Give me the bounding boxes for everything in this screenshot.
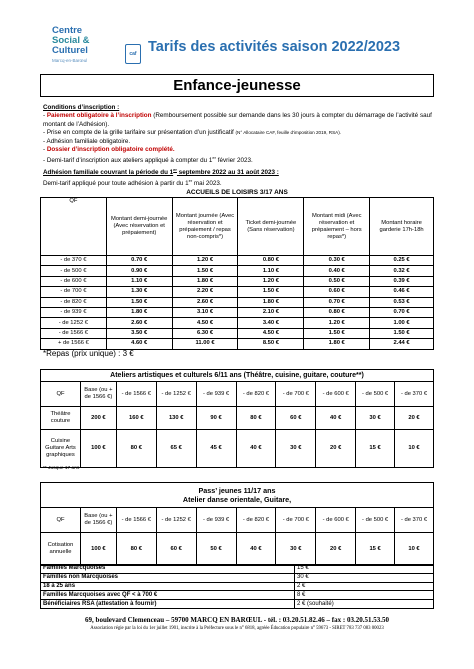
- price-cell: 0.53 €: [370, 297, 434, 307]
- activity-label: Cotisation annuelle: [41, 533, 81, 566]
- adhesion-table: [40, 564, 434, 609]
- table-row: [41, 297, 434, 307]
- price-cell: 0.70 €: [370, 307, 434, 317]
- price-cell: 80 €: [116, 430, 156, 468]
- price-cell: 0.90 €: [106, 266, 172, 276]
- pass-jeunes-header-cell: Base (ou + de 1566 €): [80, 508, 116, 533]
- price-cell: 0.80 €: [304, 307, 370, 317]
- price-cell: 100 €: [80, 430, 116, 468]
- ateliers-table: [40, 369, 434, 468]
- price-cell: 40 €: [316, 407, 356, 430]
- price-cell: 1.50 €: [172, 266, 238, 276]
- pass-jeunes-header-cell: - de 700 €: [276, 508, 316, 533]
- price-cell: 10 €: [395, 430, 434, 468]
- ateliers-header-cell: - de 500 €: [356, 382, 395, 407]
- accueils-header-cell: Ticket demi-journée (Sans réservation): [238, 198, 304, 256]
- condition-5-sup: er: [212, 155, 216, 161]
- logo-line-2: Social &: [52, 35, 90, 46]
- repas-note: *Repas (prix unique) : 3 €: [43, 349, 134, 358]
- ateliers-header-cell: - de 1566 €: [116, 382, 156, 407]
- condition-3: - Adhésion familiale obligatoire.: [43, 137, 131, 145]
- price-cell: 45 €: [196, 430, 236, 468]
- price-cell: 1.50 €: [106, 297, 172, 307]
- section-title-box: [40, 74, 434, 97]
- condition-4-highlight: Dossier d’inscription obligatoire complété.: [46, 146, 175, 154]
- price-cell: 20 €: [316, 533, 356, 566]
- price-cell: 1.00 €: [370, 318, 434, 328]
- ateliers-header-cell: - de 700 €: [276, 382, 316, 407]
- qf-cell: - de 700 €: [41, 287, 107, 297]
- pass-jeunes-caption: [41, 483, 434, 508]
- price-cell: 2.60 €: [106, 318, 172, 328]
- price-cell: 1.50 €: [238, 287, 304, 297]
- adhesion-category: Familles Marcquoises avec QF < à 700 €: [41, 591, 295, 600]
- adhesion-half-price-b: mai 2023.: [192, 180, 222, 188]
- page-footer: [8, 615, 466, 633]
- price-cell: 8.50 €: [238, 339, 304, 349]
- table-row: [41, 565, 434, 574]
- price-cell: 15 €: [356, 430, 395, 468]
- qf-cell: - de 820 €: [41, 297, 107, 307]
- condition-5: - Demi-tarif d’inscription aux ateliers appliqué à compter du 1er février 2023.: [43, 155, 253, 165]
- adhesion-category: 18 à 25 ans: [41, 582, 295, 591]
- pass-jeunes-header-cell: - de 1252 €: [156, 508, 196, 533]
- adhesion-category: Familles Marcquoises: [41, 565, 295, 574]
- price-cell: 3.40 €: [238, 318, 304, 328]
- adhesion-period-sup: er: [173, 166, 177, 172]
- accueils-caption: ACCUEILS DE LOISIRS 3/17 ANS: [186, 189, 288, 196]
- caf-logo: [125, 44, 141, 64]
- adhesion-price: 15 €: [295, 565, 434, 574]
- ateliers-header-cell: QF: [41, 382, 81, 407]
- price-cell: 15 €: [356, 533, 395, 566]
- adhesion-half-price-a: Demi-tarif appliqué pour toute adhésion à partir du 1: [43, 180, 189, 188]
- pass-jeunes-header-cell: - de 820 €: [236, 508, 276, 533]
- ateliers-header-cell: - de 820 €: [236, 382, 276, 407]
- pass-jeunes-header-cell: QF: [41, 508, 81, 533]
- table-row: [41, 591, 434, 600]
- price-cell: 1.10 €: [238, 266, 304, 276]
- price-cell: 30 €: [276, 533, 316, 566]
- qf-cell: - de 939 €: [41, 307, 107, 317]
- condition-5-text-b: février 2023.: [215, 157, 253, 165]
- pass-jeunes-caption-line-2: Atelier danse orientale, Guitare,: [182, 495, 292, 504]
- pass-jeunes-header-row: [41, 508, 434, 533]
- accueils-header-cell: Montant journée (Avec réservation et prépaiement / repas non-compris*): [172, 198, 238, 256]
- adhesion-period: [43, 166, 433, 178]
- qf-cell: + de 1566 €: [41, 339, 107, 349]
- condition-4: - Dossier d’inscription obligatoire complété.: [43, 146, 175, 154]
- accueils-header-cell: Montant midi (Avec réservation et prépaiement – hors repas*): [304, 198, 370, 256]
- table-row: [41, 266, 434, 276]
- qf-cell: - de 1566 €: [41, 328, 107, 338]
- page-title: Tarifs des activités saison 2022/2023: [148, 39, 401, 55]
- table-row: [41, 573, 434, 582]
- footer-address: 69, boulevard Clemenceau – 59700 MARCQ EN BARŒUL - tél. : 03.20.51.82.46 – fax : 03.20.51.53.50: [85, 616, 389, 624]
- logo-line-3: Culturel: [52, 45, 88, 56]
- price-cell: 1.50 €: [370, 328, 434, 338]
- price-cell: 90 €: [196, 407, 236, 430]
- adhesion-period-c: :: [274, 169, 279, 177]
- price-cell: 80 €: [116, 533, 156, 566]
- accueils-header-cell: Montant demi-journée (Avec réservation et prépaiement): [106, 198, 172, 256]
- table-row: [41, 328, 434, 338]
- price-cell: 100 €: [80, 533, 116, 566]
- condition-1-highlight: Paiement obligatoire à l’inscription: [46, 112, 152, 120]
- price-cell: 11.00 €: [172, 339, 238, 349]
- centre-social-logo: [52, 26, 122, 70]
- pass-jeunes-header-cell: - de 370 €: [395, 508, 434, 533]
- price-cell: 3.50 €: [106, 328, 172, 338]
- conditions-heading: Conditions d’inscription :: [43, 104, 120, 111]
- price-cell: 2.60 €: [172, 297, 238, 307]
- condition-5-text-a: Demi-tarif d’inscription aux ateliers appliqué à compter du 1: [46, 157, 213, 165]
- table-row: [41, 430, 434, 468]
- conditions-block: [43, 104, 433, 189]
- condition-2: - Prise en compte de la grille tarifaire sur présentation d’un justificatif (N° Allocataire CAF, feuille d’imposition 2019, RSA).: [43, 129, 342, 137]
- price-cell: 200 €: [80, 407, 116, 430]
- ateliers-caption-row: [41, 370, 434, 382]
- ateliers-header-cell: - de 1252 €: [156, 382, 196, 407]
- page-header: [8, 4, 466, 74]
- price-cell: 40 €: [236, 430, 276, 468]
- qf-cell: - de 600 €: [41, 276, 107, 286]
- accueils-header-cell: QF: [41, 198, 107, 256]
- ateliers-header-row: [41, 382, 434, 407]
- adhesion-price: 2 € (souhaité): [295, 600, 434, 609]
- price-cell: 0.32 €: [370, 266, 434, 276]
- table-row: [41, 307, 434, 317]
- adhesion-half-price: [43, 177, 433, 189]
- price-cell: 3.10 €: [172, 307, 238, 317]
- adhesion-category: Bénéficiaires RSA (attestation à fournir): [41, 600, 295, 609]
- price-cell: 1.30 €: [106, 287, 172, 297]
- table-row: [41, 582, 434, 591]
- adhesion-period-a: Adhésion familiale couvrant la période du 1: [43, 169, 174, 177]
- adhesion-period-b: septembre 2022 au 31 août 2023: [176, 169, 275, 177]
- table-row: [41, 407, 434, 430]
- qf-cell: - de 1252 €: [41, 318, 107, 328]
- price-cell: 2.44 €: [370, 339, 434, 349]
- table-row: [41, 339, 434, 349]
- price-cell: 0.70 €: [304, 297, 370, 307]
- pass-jeunes-caption-row: [41, 483, 434, 508]
- price-cell: 0.80 €: [238, 256, 304, 266]
- price-cell: 1.80 €: [304, 339, 370, 349]
- accueils-header-cell: Montant horaire garderie 17h-18h: [370, 198, 434, 256]
- price-cell: 0.39 €: [370, 276, 434, 286]
- price-cell: 1.20 €: [304, 318, 370, 328]
- adhesion-half-price-sup: er: [188, 178, 193, 184]
- price-cell: 60 €: [156, 533, 196, 566]
- condition-2-text: Prise en compte de la grille tarifaire sur présentation d’un justificatif: [46, 129, 236, 137]
- price-cell: 1.50 €: [304, 328, 370, 338]
- pass-jeunes-header-cell: - de 600 €: [316, 508, 356, 533]
- condition-2-small: (N° Allocataire CAF, feuille d’imposition 2019, RSA).: [235, 130, 342, 136]
- price-cell: 4.60 €: [106, 339, 172, 349]
- pass-jeunes-header-cell: - de 500 €: [356, 508, 395, 533]
- condition-1-text: (Remboursement possible sur demande dans les 30 jours à compter du démarrage de l’activité sauf montant de l’Adhésion).: [43, 112, 432, 128]
- price-cell: 50 €: [196, 533, 236, 566]
- price-cell: 1.10 €: [106, 276, 172, 286]
- table-row: [41, 256, 434, 266]
- caf-label: caf: [129, 51, 137, 57]
- ateliers-header-cell: - de 939 €: [196, 382, 236, 407]
- price-cell: 6.30 €: [172, 328, 238, 338]
- price-cell: 0.70 €: [106, 256, 172, 266]
- price-cell: 30 €: [356, 407, 395, 430]
- pass-jeunes-header-cell: - de 939 €: [196, 508, 236, 533]
- price-cell: 0.50 €: [304, 276, 370, 286]
- price-cell: 65 €: [156, 430, 196, 468]
- accueils-header-row: [41, 198, 434, 256]
- couture-note: ** Jusque 17 ans: [43, 466, 80, 471]
- pass-jeunes-header-cell: - de 1566 €: [116, 508, 156, 533]
- price-cell: 160 €: [116, 407, 156, 430]
- price-cell: 1.20 €: [238, 276, 304, 286]
- price-cell: 1.20 €: [172, 256, 238, 266]
- activity-label: Cuisine Guitare Arts graphiques: [41, 430, 81, 468]
- section-title: Enfance-jeunesse: [173, 77, 301, 94]
- table-row: [41, 600, 434, 609]
- pass-jeunes-table: [40, 482, 434, 566]
- ateliers-header-cell: Base (ou + de 1566 €): [80, 382, 116, 407]
- pass-jeunes-caption-line-1: Pass’ jeunes 11/17 ans: [198, 486, 276, 495]
- price-cell: 2.20 €: [172, 287, 238, 297]
- accueils-table: [40, 197, 434, 350]
- price-cell: 4.50 €: [172, 318, 238, 328]
- logo-line-1: Centre: [52, 25, 83, 36]
- price-cell: 2.10 €: [238, 307, 304, 317]
- adhesion-price: 30 €: [295, 573, 434, 582]
- adhesion-category: Familles non Marcquoises: [41, 573, 295, 582]
- qf-cell: - de 370 €: [41, 256, 107, 266]
- table-row: [41, 276, 434, 286]
- ateliers-header-cell: - de 600 €: [316, 382, 356, 407]
- price-cell: 20 €: [316, 430, 356, 468]
- ateliers-header-cell: - de 370 €: [395, 382, 434, 407]
- price-cell: 0.25 €: [370, 256, 434, 266]
- price-cell: 1.80 €: [172, 276, 238, 286]
- adhesion-price: 8 €: [295, 591, 434, 600]
- price-cell: 10 €: [395, 533, 434, 566]
- logo-tagline: Marcq-en-Barœul: [52, 58, 88, 63]
- price-cell: 60 €: [276, 407, 316, 430]
- table-row: [41, 533, 434, 566]
- qf-cell: - de 500 €: [41, 266, 107, 276]
- condition-3-text: Adhésion familiale obligatoire.: [46, 137, 131, 145]
- ateliers-caption: Ateliers artistiques et culturels 6/11 ans (Théâtre, cuisine, guitare, couture**): [41, 370, 434, 382]
- price-cell: 80 €: [236, 407, 276, 430]
- price-cell: 130 €: [156, 407, 196, 430]
- price-cell: 20 €: [395, 407, 434, 430]
- price-cell: 40 €: [236, 533, 276, 566]
- adhesion-price: 2 €: [295, 582, 434, 591]
- price-cell: 0.40 €: [304, 266, 370, 276]
- footer-legal: Association régie par la loi du 1er juillet 1901, inscrite à la Préfecture sous le n° 6818, agréée Éducation populaire n° 59673 - SIRET 783 737 083 00023: [90, 626, 384, 631]
- table-row: [41, 287, 434, 297]
- price-cell: 30 €: [276, 430, 316, 468]
- price-cell: 1.80 €: [106, 307, 172, 317]
- price-cell: 0.46 €: [370, 287, 434, 297]
- price-cell: 4.50 €: [238, 328, 304, 338]
- price-cell: 0.60 €: [304, 287, 370, 297]
- condition-1: - Paiement obligatoire à l’inscription (Remboursement possible sur demande dans les 30 jours à compter du démarrage de l’activité sauf montant de l’Adhésion).: [43, 112, 432, 128]
- price-cell: 0.30 €: [304, 256, 370, 266]
- price-cell: 1.80 €: [238, 297, 304, 307]
- activity-label: Théâtre couture: [41, 407, 81, 430]
- table-row: [41, 318, 434, 328]
